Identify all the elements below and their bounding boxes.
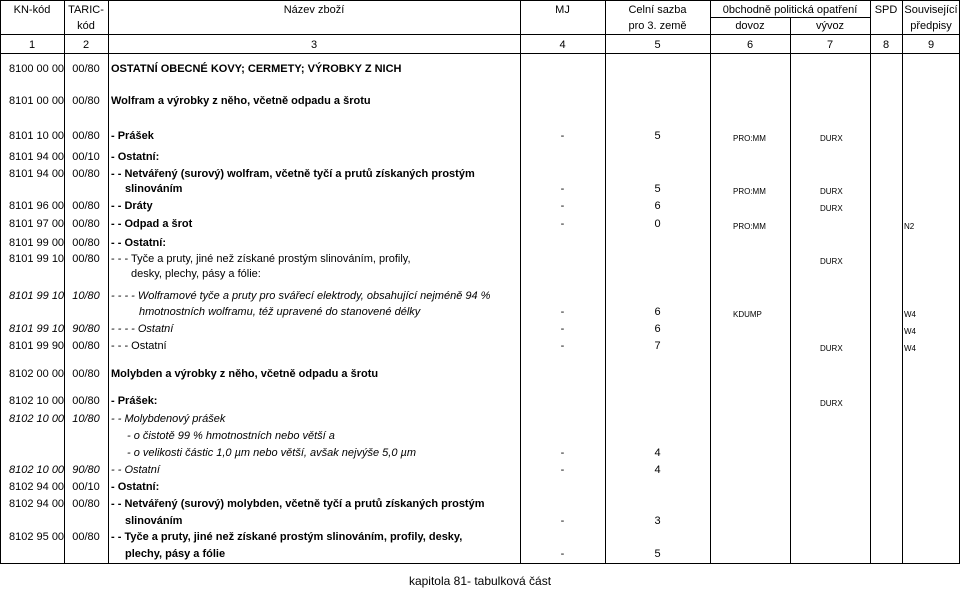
page-footer: kapitola 81- tabulková část xyxy=(408,574,552,588)
export-measure: DURX xyxy=(820,344,843,353)
unit: - xyxy=(560,323,565,335)
kn-code: 8102 10 00 xyxy=(9,413,65,425)
kn-code: 8102 10 00 xyxy=(9,464,65,476)
export-measure: DURX xyxy=(820,204,843,213)
kn-code: 8101 00 00 xyxy=(9,95,65,107)
unit: - xyxy=(560,515,565,527)
col-header-export: vývoz xyxy=(815,20,845,32)
kn-code: 8101 96 00 xyxy=(9,200,65,212)
goods-name: plechy, pásy a fólie xyxy=(125,548,226,560)
duty-rate: 5 xyxy=(654,183,661,195)
goods-name: OSTATNÍ OBECNÉ KOVY; CERMETY; VÝROBKY Z NICH xyxy=(111,63,402,75)
related-regulation: W4 xyxy=(904,310,916,319)
col-number: 3 xyxy=(310,39,318,51)
duty-rate: 6 xyxy=(654,306,661,318)
goods-name: slinováním xyxy=(125,183,183,195)
duty-rate: 3 xyxy=(654,515,661,527)
goods-name: - - Tyče a pruty, jiné než získané prostým slinováním, profily, desky, xyxy=(111,531,463,543)
taric-code: 00/80 xyxy=(72,340,100,352)
import-measure: PRO:MM xyxy=(733,134,766,143)
grid-line xyxy=(108,0,109,563)
kn-code: 8101 99 10 xyxy=(9,323,65,335)
unit: - xyxy=(560,447,565,459)
goods-name: - Prášek: xyxy=(111,395,158,407)
taric-code: 00/80 xyxy=(72,168,100,180)
col-number: 5 xyxy=(654,39,661,51)
grid-line xyxy=(0,53,960,54)
kn-code: 8102 10 00 xyxy=(9,395,65,407)
kn-code: 8101 97 00 xyxy=(9,218,65,230)
related-regulation: W4 xyxy=(904,344,916,353)
col-header-related: Související xyxy=(904,4,958,16)
col-header-trade-policy: 0bchodně politická opatření xyxy=(722,4,858,16)
taric-code: 00/80 xyxy=(72,253,100,265)
taric-code: 00/80 xyxy=(72,368,100,380)
grid-line xyxy=(0,0,1,563)
goods-name: - - Netvářený (surový) wolfram, včetně tyčí a prutů získaných prostým xyxy=(111,168,475,180)
goods-name: - - Dráty xyxy=(111,200,153,212)
taric-code: 00/80 xyxy=(72,130,100,142)
duty-rate: 4 xyxy=(654,464,661,476)
goods-name: slinováním xyxy=(125,515,183,527)
goods-name: desky, plechy, pásy a fólie: xyxy=(131,268,261,280)
col-header-spd: SPD xyxy=(874,4,898,16)
goods-name: Wolfram a výrobky z něho, včetně odpadu a šrotu xyxy=(111,95,371,107)
taric-code: 00/10 xyxy=(72,481,100,493)
grid-line xyxy=(0,0,960,1)
duty-rate: 6 xyxy=(654,323,661,335)
taric-code: 00/80 xyxy=(72,63,100,75)
col-number: 1 xyxy=(28,39,36,51)
col-header-name: Název zboží xyxy=(283,4,345,16)
unit: - xyxy=(560,130,565,142)
export-measure: DURX xyxy=(820,257,843,266)
taric-code: 00/80 xyxy=(72,498,100,510)
related-regulation: N2 xyxy=(904,222,915,231)
grid-line xyxy=(0,34,960,35)
related-regulation: W4 xyxy=(904,327,916,336)
unit: - xyxy=(560,200,565,212)
grid-line xyxy=(0,563,960,564)
taric-code: 90/80 xyxy=(72,464,100,476)
unit: - xyxy=(560,464,565,476)
col-number: 9 xyxy=(927,39,935,51)
col-number: 2 xyxy=(82,39,90,51)
goods-name: - Prášek xyxy=(111,130,154,142)
kn-code: 8102 95 00 xyxy=(9,531,65,543)
unit: - xyxy=(560,183,565,195)
goods-name: - - Odpad a šrot xyxy=(111,218,193,230)
grid-line xyxy=(605,0,606,563)
kn-code: 8101 99 00 xyxy=(9,237,65,249)
goods-name: - - Ostatní: xyxy=(111,237,166,249)
col-number: 7 xyxy=(826,39,834,51)
col-header-import: dovoz xyxy=(735,20,765,32)
kn-code: 8101 99 10 xyxy=(9,253,65,265)
duty-rate: 4 xyxy=(654,447,661,459)
goods-name: - - Molybdenový prášek xyxy=(111,413,226,425)
import-measure: KDUMP xyxy=(733,310,762,319)
taric-code: 10/80 xyxy=(72,413,100,425)
goods-name: - - Ostatní xyxy=(111,464,160,476)
kn-code: 8101 99 90 xyxy=(9,340,65,352)
export-measure: DURX xyxy=(820,399,843,408)
duty-rate: 6 xyxy=(654,200,661,212)
goods-name: Molybden a výrobky z něho, včetně odpadu a šrotu xyxy=(111,368,379,380)
import-measure: PRO:MM xyxy=(733,222,766,231)
goods-name: - - - Tyče a pruty, jiné než získané prostým slinováním, profily, xyxy=(111,253,411,265)
kn-code: 8101 94 00 xyxy=(9,168,65,180)
taric-code: 00/80 xyxy=(72,531,100,543)
taric-code: 00/10 xyxy=(72,151,100,163)
col-number: 4 xyxy=(559,39,566,51)
export-measure: DURX xyxy=(820,187,843,196)
taric-code: 00/80 xyxy=(72,95,100,107)
goods-name: hmotnostních wolframu, též upravené do stanovené délky xyxy=(139,306,421,318)
duty-rate: 5 xyxy=(654,548,661,560)
unit: - xyxy=(560,340,565,352)
taric-code: 00/80 xyxy=(72,395,100,407)
unit: - xyxy=(560,218,565,230)
goods-name: - - - Ostatní xyxy=(111,340,167,352)
kn-code: 8102 94 00 xyxy=(9,481,65,493)
grid-line xyxy=(790,17,791,563)
col-header-kn-code: KN-kód xyxy=(13,4,51,16)
goods-name: - - - - Ostatní xyxy=(111,323,174,335)
kn-code: 8101 94 00 xyxy=(9,151,65,163)
taric-code: 00/80 xyxy=(72,200,100,212)
col-number: 6 xyxy=(746,39,754,51)
kn-code: 8101 99 10 xyxy=(9,290,65,302)
grid-line xyxy=(520,0,521,563)
duty-rate: 7 xyxy=(654,340,661,352)
col-header-taric: TARIC- xyxy=(68,4,104,16)
kn-code: 8100 00 00 xyxy=(9,63,65,75)
kn-code: 8101 10 00 xyxy=(9,130,65,142)
duty-rate: 5 xyxy=(654,130,661,142)
col-header-related-2: předpisy xyxy=(910,20,952,32)
grid-line xyxy=(870,0,871,563)
goods-name: - Ostatní: xyxy=(111,481,160,493)
col-header-duty: Celní sazba xyxy=(628,4,687,16)
unit: - xyxy=(560,548,565,560)
kn-code: 8102 94 00 xyxy=(9,498,65,510)
duty-rate: 0 xyxy=(654,218,661,230)
goods-name: - - Netvářený (surový) molybden, včetně tyčí a prutů získaných prostým xyxy=(111,498,485,510)
grid-line xyxy=(710,0,711,563)
taric-code: 90/80 xyxy=(72,323,100,335)
col-number: 8 xyxy=(882,39,890,51)
goods-name: - o velikosti částic 1,0 µm nebo větší, avšak nejvýše 5,0 µm xyxy=(127,447,417,459)
grid-line xyxy=(902,0,903,563)
kn-code: 8102 00 00 xyxy=(9,368,65,380)
goods-name: - - - - Wolframové tyče a pruty pro svářecí elektrody, obsahující nejméně 94 % xyxy=(111,290,491,302)
grid-line xyxy=(64,0,65,563)
taric-code: 00/80 xyxy=(72,237,100,249)
col-header-duty-2: pro 3. země xyxy=(628,20,687,32)
col-header-taric-2: kód xyxy=(77,20,95,32)
goods-name: - o čistotě 99 % hmotnostních nebo větší a xyxy=(127,430,335,442)
import-measure: PRO:MM xyxy=(733,187,766,196)
taric-code: 10/80 xyxy=(72,290,100,302)
unit: - xyxy=(560,306,565,318)
taric-code: 00/80 xyxy=(72,218,100,230)
export-measure: DURX xyxy=(820,134,843,143)
col-header-mj: MJ xyxy=(555,4,570,16)
goods-name: - Ostatní: xyxy=(111,151,160,163)
